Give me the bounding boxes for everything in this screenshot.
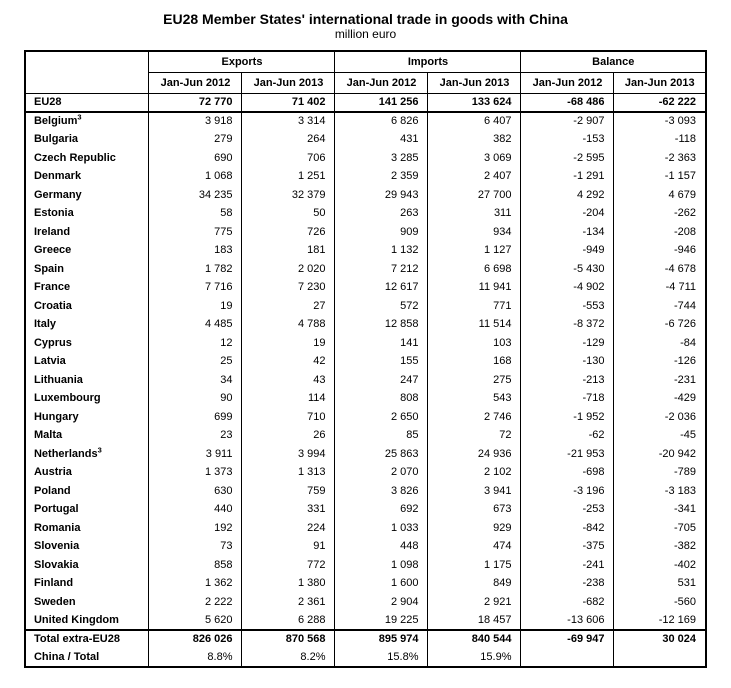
- value-cell: 630: [149, 482, 242, 501]
- value-cell: 4 679: [614, 186, 706, 205]
- period-header-balance-2013: Jan-Jun 2013: [614, 72, 706, 93]
- row-label: Slovakia: [33, 558, 79, 571]
- row-label: China / Total: [33, 650, 100, 663]
- value-cell: 2 650: [335, 408, 428, 427]
- value-cell: [521, 648, 614, 667]
- value-cell: -126: [614, 352, 706, 371]
- table-row: [25, 537, 706, 556]
- value-cell: 726: [242, 223, 335, 242]
- value-cell: -4 902: [521, 278, 614, 297]
- table-row: [25, 334, 706, 353]
- table-row: [25, 130, 706, 149]
- row-label: Estonia: [33, 207, 74, 220]
- row-label: Lithuania: [33, 373, 83, 386]
- value-cell: 431: [335, 130, 428, 149]
- table-row: [25, 278, 706, 297]
- value-cell: -949: [521, 241, 614, 260]
- value-cell: 103: [428, 334, 521, 353]
- value-cell: -6 726: [614, 315, 706, 334]
- value-cell: 8.2%: [242, 648, 335, 667]
- value-cell: -238: [521, 574, 614, 593]
- page-title: EU28 Member States' international trade in goods with China: [163, 11, 568, 27]
- value-cell: 759: [242, 482, 335, 501]
- value-cell: 12 617: [335, 278, 428, 297]
- value-cell: -262: [614, 204, 706, 223]
- value-cell: -560: [614, 593, 706, 612]
- value-cell: -382: [614, 537, 706, 556]
- value-cell: 72 770: [149, 93, 242, 112]
- table-row: [25, 630, 706, 649]
- value-cell: 448: [335, 537, 428, 556]
- value-cell: 19 225: [335, 611, 428, 630]
- row-label: Latvia: [33, 355, 66, 368]
- value-cell: 331: [242, 500, 335, 519]
- footnote-marker: 3: [97, 445, 102, 455]
- period-header-imports-2012: Jan-Jun 2012: [335, 72, 428, 93]
- value-cell: 808: [335, 389, 428, 408]
- value-cell: 3 941: [428, 482, 521, 501]
- value-cell: -429: [614, 389, 706, 408]
- value-cell: 133 624: [428, 93, 521, 112]
- value-cell: 91: [242, 537, 335, 556]
- value-cell: 43: [242, 371, 335, 390]
- trade-table: [24, 50, 707, 668]
- value-cell: 2 070: [335, 463, 428, 482]
- value-cell: 1 782: [149, 260, 242, 279]
- value-cell: -62: [521, 426, 614, 445]
- footnote-marker: 3: [77, 112, 82, 122]
- row-label: Sweden: [33, 595, 76, 608]
- value-cell: -4 678: [614, 260, 706, 279]
- value-cell: 7 716: [149, 278, 242, 297]
- value-cell: -8 372: [521, 315, 614, 334]
- value-cell: 50: [242, 204, 335, 223]
- row-label: Cyprus: [33, 336, 72, 349]
- row-label: Netherlands$^3$: [33, 445, 102, 460]
- value-cell: 3 069: [428, 149, 521, 168]
- value-cell: 264: [242, 130, 335, 149]
- value-cell: 19: [149, 297, 242, 316]
- table-row: [25, 260, 706, 279]
- value-cell: 30 024: [614, 630, 706, 649]
- row-label: Bulgaria: [33, 133, 78, 146]
- value-cell: 183: [149, 241, 242, 260]
- value-cell: 27 700: [428, 186, 521, 205]
- value-cell: 279: [149, 130, 242, 149]
- table-row: [25, 445, 706, 464]
- row-label: Denmark: [33, 170, 82, 183]
- table-row: [25, 519, 706, 538]
- value-cell: 32 379: [242, 186, 335, 205]
- value-cell: -402: [614, 556, 706, 575]
- value-cell: 840 544: [428, 630, 521, 649]
- value-cell: 909: [335, 223, 428, 242]
- table-row: [25, 371, 706, 390]
- value-cell: 673: [428, 500, 521, 519]
- row-label: Belgium$^3$: [33, 112, 82, 128]
- table-row: [25, 112, 706, 131]
- table-header: [25, 51, 706, 93]
- value-cell: 2 102: [428, 463, 521, 482]
- value-cell: 263: [335, 204, 428, 223]
- value-cell: 1 132: [335, 241, 428, 260]
- table-row: [25, 426, 706, 445]
- table-row: [25, 167, 706, 186]
- value-cell: 29 943: [335, 186, 428, 205]
- value-cell: -698: [521, 463, 614, 482]
- value-cell: 25 863: [335, 445, 428, 464]
- value-cell: 858: [149, 556, 242, 575]
- value-cell: -553: [521, 297, 614, 316]
- row-label: Greece: [33, 244, 72, 257]
- value-cell: 6 407: [428, 112, 521, 131]
- row-label: Slovenia: [33, 540, 80, 553]
- value-cell: 141: [335, 334, 428, 353]
- value-cell: 895 974: [335, 630, 428, 649]
- value-cell: 572: [335, 297, 428, 316]
- value-cell: -3 093: [614, 112, 706, 131]
- row-label: France: [33, 281, 71, 294]
- row-label: Austria: [33, 466, 72, 479]
- table-row: [25, 574, 706, 593]
- value-cell: -3 183: [614, 482, 706, 501]
- row-label: Hungary: [33, 410, 79, 423]
- value-cell: 1 098: [335, 556, 428, 575]
- value-cell: 8.8%: [149, 648, 242, 667]
- value-cell: -3 196: [521, 482, 614, 501]
- value-cell: 168: [428, 352, 521, 371]
- value-cell: 3 826: [335, 482, 428, 501]
- period-header-balance-2012: Jan-Jun 2012: [521, 72, 614, 93]
- row-label: Croatia: [33, 299, 72, 312]
- table-row: [25, 223, 706, 242]
- period-header-exports-2013: Jan-Jun 2013: [242, 72, 335, 93]
- value-cell: 929: [428, 519, 521, 538]
- value-cell: -1 291: [521, 167, 614, 186]
- value-cell: -68 486: [521, 93, 614, 112]
- value-cell: -118: [614, 130, 706, 149]
- value-cell: 42: [242, 352, 335, 371]
- table-row: [25, 241, 706, 260]
- value-cell: -2 363: [614, 149, 706, 168]
- value-cell: 1 251: [242, 167, 335, 186]
- table-row: [25, 389, 706, 408]
- table-row: [25, 352, 706, 371]
- value-cell: 58: [149, 204, 242, 223]
- value-cell: 155: [335, 352, 428, 371]
- value-cell: 34 235: [149, 186, 242, 205]
- value-cell: 2 020: [242, 260, 335, 279]
- value-cell: 114: [242, 389, 335, 408]
- value-cell: -2 036: [614, 408, 706, 427]
- value-cell: 24 936: [428, 445, 521, 464]
- value-cell: 699: [149, 408, 242, 427]
- value-cell: 23: [149, 426, 242, 445]
- value-cell: 72: [428, 426, 521, 445]
- value-cell: -21 953: [521, 445, 614, 464]
- value-cell: -208: [614, 223, 706, 242]
- row-label: Czech Republic: [33, 151, 116, 164]
- value-cell: 15.8%: [335, 648, 428, 667]
- value-cell: -213: [521, 371, 614, 390]
- table-row: [25, 297, 706, 316]
- value-cell: 706: [242, 149, 335, 168]
- value-cell: 12 858: [335, 315, 428, 334]
- value-cell: -789: [614, 463, 706, 482]
- table-row: [25, 593, 706, 612]
- value-cell: -45: [614, 426, 706, 445]
- value-cell: 1 068: [149, 167, 242, 186]
- group-header-imports: Imports: [335, 51, 521, 72]
- period-header-exports-2012: Jan-Jun 2012: [149, 72, 242, 93]
- value-cell: 870 568: [242, 630, 335, 649]
- table-body: [25, 93, 706, 667]
- value-cell: 3 314: [242, 112, 335, 131]
- value-cell: -153: [521, 130, 614, 149]
- value-cell: 1 362: [149, 574, 242, 593]
- value-cell: -375: [521, 537, 614, 556]
- value-cell: -682: [521, 593, 614, 612]
- row-label: EU28: [25, 93, 149, 112]
- value-cell: -705: [614, 519, 706, 538]
- value-cell: -842: [521, 519, 614, 538]
- value-cell: -5 430: [521, 260, 614, 279]
- value-cell: 247: [335, 371, 428, 390]
- value-cell: -1 952: [521, 408, 614, 427]
- value-cell: -946: [614, 241, 706, 260]
- value-cell: 2 746: [428, 408, 521, 427]
- value-cell: -231: [614, 371, 706, 390]
- row-label: Total extra-EU28: [25, 630, 149, 649]
- value-cell: 690: [149, 149, 242, 168]
- value-cell: 2 222: [149, 593, 242, 612]
- value-cell: 19: [242, 334, 335, 353]
- value-cell: 25: [149, 352, 242, 371]
- value-cell: 4 788: [242, 315, 335, 334]
- corner-cell: [25, 51, 149, 93]
- value-cell: 543: [428, 389, 521, 408]
- table-row: [25, 611, 706, 630]
- value-cell: 3 911: [149, 445, 242, 464]
- table-row: [25, 648, 706, 667]
- row-label: United Kingdom: [33, 613, 119, 626]
- value-cell: 1 380: [242, 574, 335, 593]
- value-cell: -134: [521, 223, 614, 242]
- row-label: Portugal: [33, 503, 79, 516]
- value-cell: 440: [149, 500, 242, 519]
- value-cell: [614, 648, 706, 667]
- value-cell: 2 359: [335, 167, 428, 186]
- value-cell: 1 127: [428, 241, 521, 260]
- value-cell: -341: [614, 500, 706, 519]
- value-cell: -84: [614, 334, 706, 353]
- value-cell: 531: [614, 574, 706, 593]
- value-cell: 3 285: [335, 149, 428, 168]
- value-cell: 1 033: [335, 519, 428, 538]
- group-header-exports: Exports: [149, 51, 335, 72]
- table-row: [25, 315, 706, 334]
- value-cell: 1 175: [428, 556, 521, 575]
- value-cell: -130: [521, 352, 614, 371]
- value-cell: -4 711: [614, 278, 706, 297]
- value-cell: 474: [428, 537, 521, 556]
- value-cell: 192: [149, 519, 242, 538]
- value-cell: 3 994: [242, 445, 335, 464]
- group-header-balance: Balance: [521, 51, 706, 72]
- value-cell: 11 941: [428, 278, 521, 297]
- value-cell: 85: [335, 426, 428, 445]
- value-cell: -13 606: [521, 611, 614, 630]
- value-cell: 90: [149, 389, 242, 408]
- value-cell: 6 288: [242, 611, 335, 630]
- value-cell: 771: [428, 297, 521, 316]
- value-cell: 4 292: [521, 186, 614, 205]
- value-cell: 73: [149, 537, 242, 556]
- value-cell: 2 407: [428, 167, 521, 186]
- value-cell: -204: [521, 204, 614, 223]
- value-cell: 772: [242, 556, 335, 575]
- row-label: Luxembourg: [33, 392, 101, 405]
- value-cell: 4 485: [149, 315, 242, 334]
- value-cell: 2 361: [242, 593, 335, 612]
- value-cell: 275: [428, 371, 521, 390]
- value-cell: 26: [242, 426, 335, 445]
- table-row: [25, 482, 706, 501]
- value-cell: 6 826: [335, 112, 428, 131]
- value-cell: -241: [521, 556, 614, 575]
- value-cell: 224: [242, 519, 335, 538]
- value-cell: 934: [428, 223, 521, 242]
- value-cell: 34: [149, 371, 242, 390]
- value-cell: -20 942: [614, 445, 706, 464]
- group-header-row: [25, 51, 706, 72]
- value-cell: -12 169: [614, 611, 706, 630]
- value-cell: 15.9%: [428, 648, 521, 667]
- value-cell: 382: [428, 130, 521, 149]
- value-cell: 5 620: [149, 611, 242, 630]
- value-cell: 11 514: [428, 315, 521, 334]
- value-cell: 710: [242, 408, 335, 427]
- table-row: [25, 500, 706, 519]
- value-cell: 7 230: [242, 278, 335, 297]
- row-label: Germany: [33, 188, 82, 201]
- value-cell: 3 918: [149, 112, 242, 131]
- value-cell: -1 157: [614, 167, 706, 186]
- value-cell: 1 313: [242, 463, 335, 482]
- value-cell: -69 947: [521, 630, 614, 649]
- value-cell: 12: [149, 334, 242, 353]
- row-label: Malta: [33, 429, 63, 442]
- value-cell: -2 595: [521, 149, 614, 168]
- table-row: [25, 463, 706, 482]
- value-cell: -129: [521, 334, 614, 353]
- table-row: [25, 186, 706, 205]
- row-label: Ireland: [33, 225, 71, 238]
- value-cell: 2 904: [335, 593, 428, 612]
- value-cell: 141 256: [335, 93, 428, 112]
- row-label: Finland: [33, 577, 74, 590]
- value-cell: 311: [428, 204, 521, 223]
- value-cell: 27: [242, 297, 335, 316]
- row-label: Poland: [33, 484, 71, 497]
- value-cell: -744: [614, 297, 706, 316]
- row-label: Romania: [33, 521, 81, 534]
- value-cell: 826 026: [149, 630, 242, 649]
- table-row: [25, 204, 706, 223]
- table-row: [25, 408, 706, 427]
- value-cell: -253: [521, 500, 614, 519]
- page-subtitle: million euro: [334, 27, 397, 41]
- value-cell: 2 921: [428, 593, 521, 612]
- value-cell: 71 402: [242, 93, 335, 112]
- value-cell: -2 907: [521, 112, 614, 131]
- value-cell: -62 222: [614, 93, 706, 112]
- value-cell: 7 212: [335, 260, 428, 279]
- row-label: Spain: [33, 262, 64, 275]
- table-row: [25, 93, 706, 112]
- value-cell: 181: [242, 241, 335, 260]
- value-cell: -718: [521, 389, 614, 408]
- table-row: [25, 149, 706, 168]
- value-cell: 18 457: [428, 611, 521, 630]
- period-header-imports-2013: Jan-Jun 2013: [428, 72, 521, 93]
- row-label: Italy: [33, 318, 56, 331]
- value-cell: 849: [428, 574, 521, 593]
- value-cell: 6 698: [428, 260, 521, 279]
- value-cell: 692: [335, 500, 428, 519]
- value-cell: 775: [149, 223, 242, 242]
- value-cell: 1 373: [149, 463, 242, 482]
- table-row: [25, 556, 706, 575]
- value-cell: 1 600: [335, 574, 428, 593]
